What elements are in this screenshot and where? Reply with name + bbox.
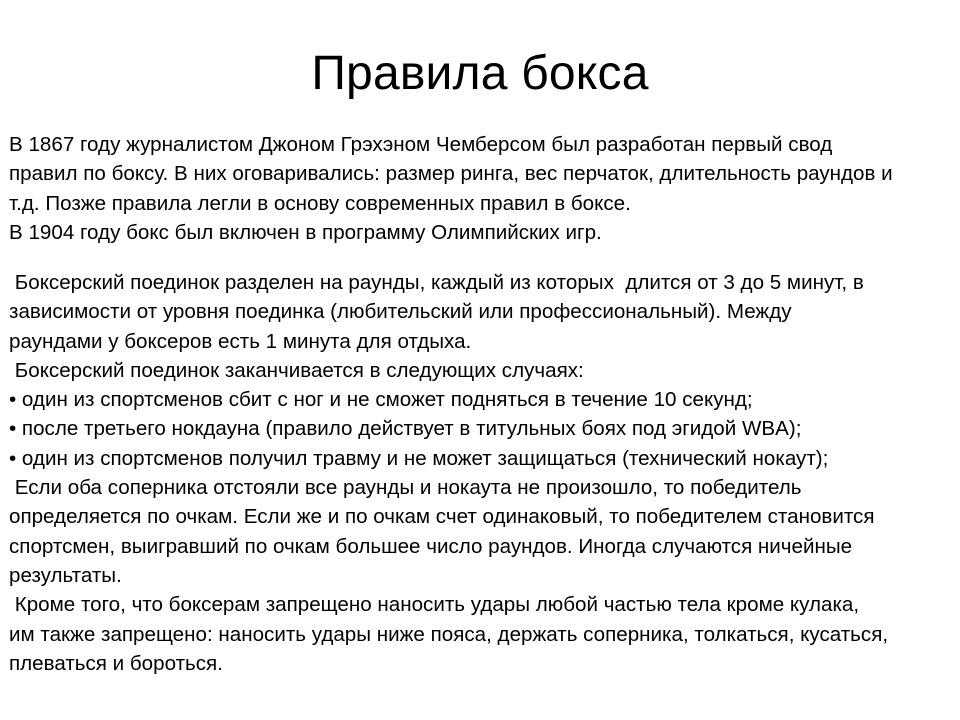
text-line: спортсмен, выигравший по очкам большее число раундов. Иногда случаются ничейные (9, 534, 853, 558)
text-line: Кроме того, что боксерам запрещено наносить удары любой частью тела кроме кулака, (9, 593, 860, 617)
text-line: Боксерский поединок заканчивается в следующих случаях: (9, 358, 584, 382)
text-line: плеваться и бороться. (9, 651, 223, 675)
text-line: зависимости от уровня поединка (любительский или профессиональный). Между (9, 300, 792, 324)
text-line: В 1904 году бокс был включен в программу Олимпийских игр. (9, 220, 602, 244)
text-line: им также запрещено: наносить удары ниже пояса, держать соперника, толкаться, кусаться, (9, 622, 889, 646)
list-item: • один из спортсменов получил травму и не может защищаться (технический нокаут); (9, 446, 829, 470)
text-line: правил по боксу. В них оговаривались: размер ринга, вес перчаток, длительность раундов и (9, 162, 893, 186)
list-item: • один из спортсменов сбит с ног и не сможет подняться в течение 10 секунд; (9, 388, 753, 412)
list-item: • после третьего нокдауна (правило действует в титульных боях под эгидой WBA); (9, 417, 802, 441)
slide-title: Правила бокса (311, 47, 649, 100)
text-line: В 1867 году журналистом Джоном Грэхэном Чемберсом был разработан первый свод (9, 133, 833, 156)
text-line: результаты. (9, 563, 122, 587)
rules-paragraph (9, 268, 955, 678)
text-line: Боксерский поединок разделен на раунды, каждый из которых длится от 3 до 5 минут, в (9, 271, 864, 294)
text-line: раундами у боксеров есть 1 минута для отдыха. (9, 329, 472, 353)
text-line: т.д. Позже правила легли в основу современных правил в боксе. (9, 191, 631, 215)
intro-paragraph (9, 130, 955, 247)
text-line: определяется по очкам. Если же и по очкам счет одинаковый, то победителем становится (9, 505, 875, 529)
text-line: Если оба соперника отстояли все раунды и нокаута не произошло, то победитель (9, 476, 802, 500)
